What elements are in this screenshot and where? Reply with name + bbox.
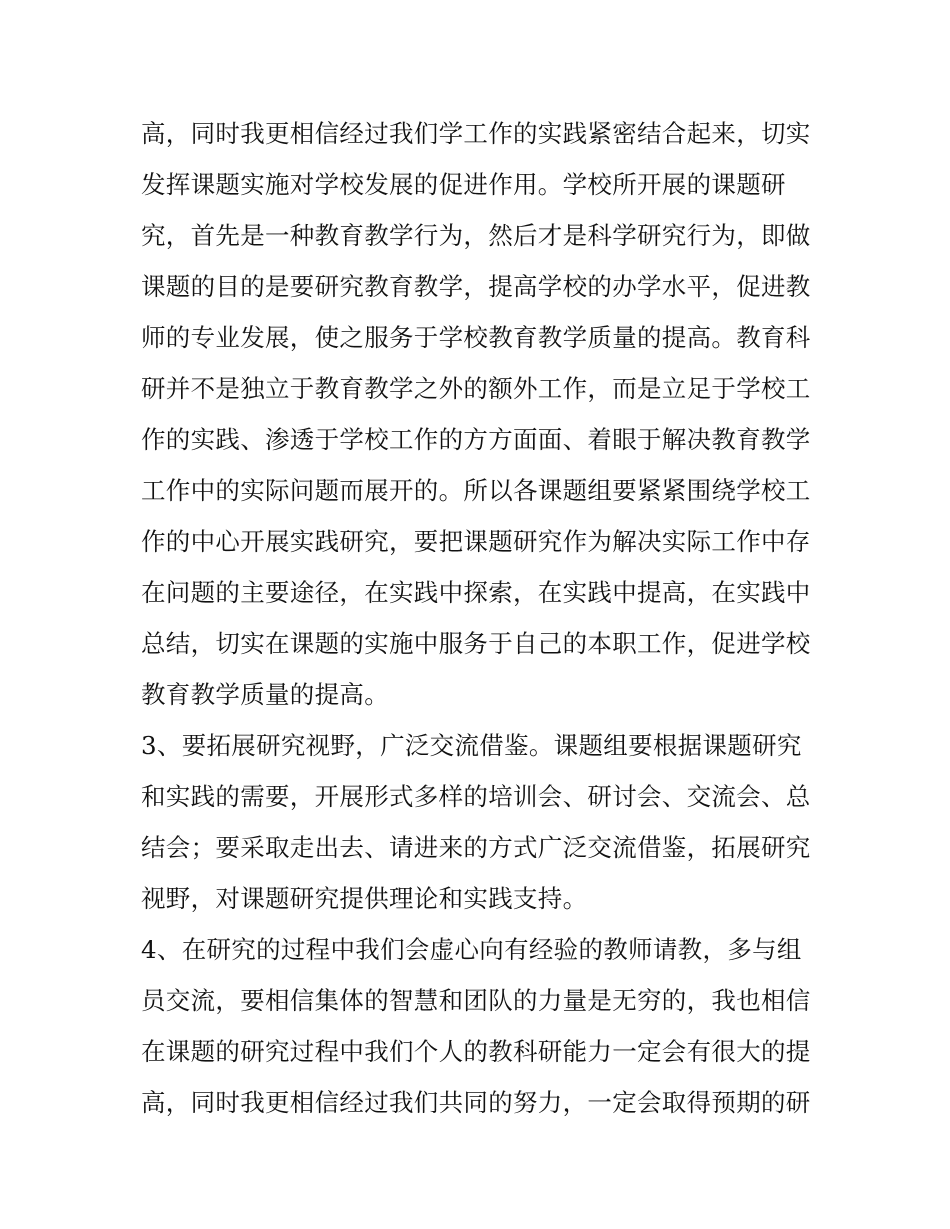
text-line: 在课题的研究过程中我们个人的教科研能力一定会有很大的提 (141, 1037, 811, 1066)
text-line: 课题的目的是要研究教育教学，提高学校的办学水平，促进教 (141, 272, 811, 301)
text-line: 作的中心开展实践研究，要把课题研究作为解决实际工作中存 (141, 527, 811, 556)
text-line: 4、在研究的过程中我们会虚心向有经验的教师请教，多与组 (141, 935, 802, 964)
text-line: 工作中的实际问题而展开的。所以各课题组要紧紧围绕学校工 (141, 476, 811, 505)
text-line: 视野，对课题研究提供理论和实践支持。 (141, 884, 588, 913)
text-line: 员交流，要相信集体的智慧和团队的力量是无穷的，我也相信 (141, 986, 811, 1015)
text-line: 高，同时我更相信经过我们学工作的实践紧密结合起来，切实 (141, 119, 811, 148)
text-line: 究，首先是一种教育教学行为，然后才是科学研究行为，即做 (141, 221, 811, 250)
text-line: 3、要拓展研究视野，广泛交流借鉴。课题组要根据课题研究 (141, 731, 802, 760)
text-line: 高，同时我更相信经过我们共同的努力，一定会取得预期的研 (141, 1088, 811, 1117)
text-line: 和实践的需要，开展形式多样的培训会、研讨会、交流会、总 (141, 782, 811, 811)
body-text (141, 108, 821, 1128)
text-line: 师的专业发展，使之服务于学校教育教学质量的提高。教育科 (141, 323, 811, 352)
text-line: 总结，切实在课题的实施中服务于自己的本职工作，促进学校 (141, 629, 811, 658)
text-line: 发挥课题实施对学校发展的促进作用。学校所开展的课题研 (141, 170, 786, 199)
text-line: 结会；要采取走出去、请进来的方式广泛交流借鉴，拓展研究 (141, 833, 811, 862)
text-line: 作的实践、渗透于学校工作的方方面面、着眼于解决教育教学 (141, 425, 811, 454)
text-line: 教育教学质量的提高。 (141, 680, 389, 709)
text-line: 在问题的主要途径，在实践中探索，在实践中提高，在实践中 (141, 578, 811, 607)
text-line: 研并不是独立于教育教学之外的额外工作，而是立足于学校工 (141, 374, 811, 403)
